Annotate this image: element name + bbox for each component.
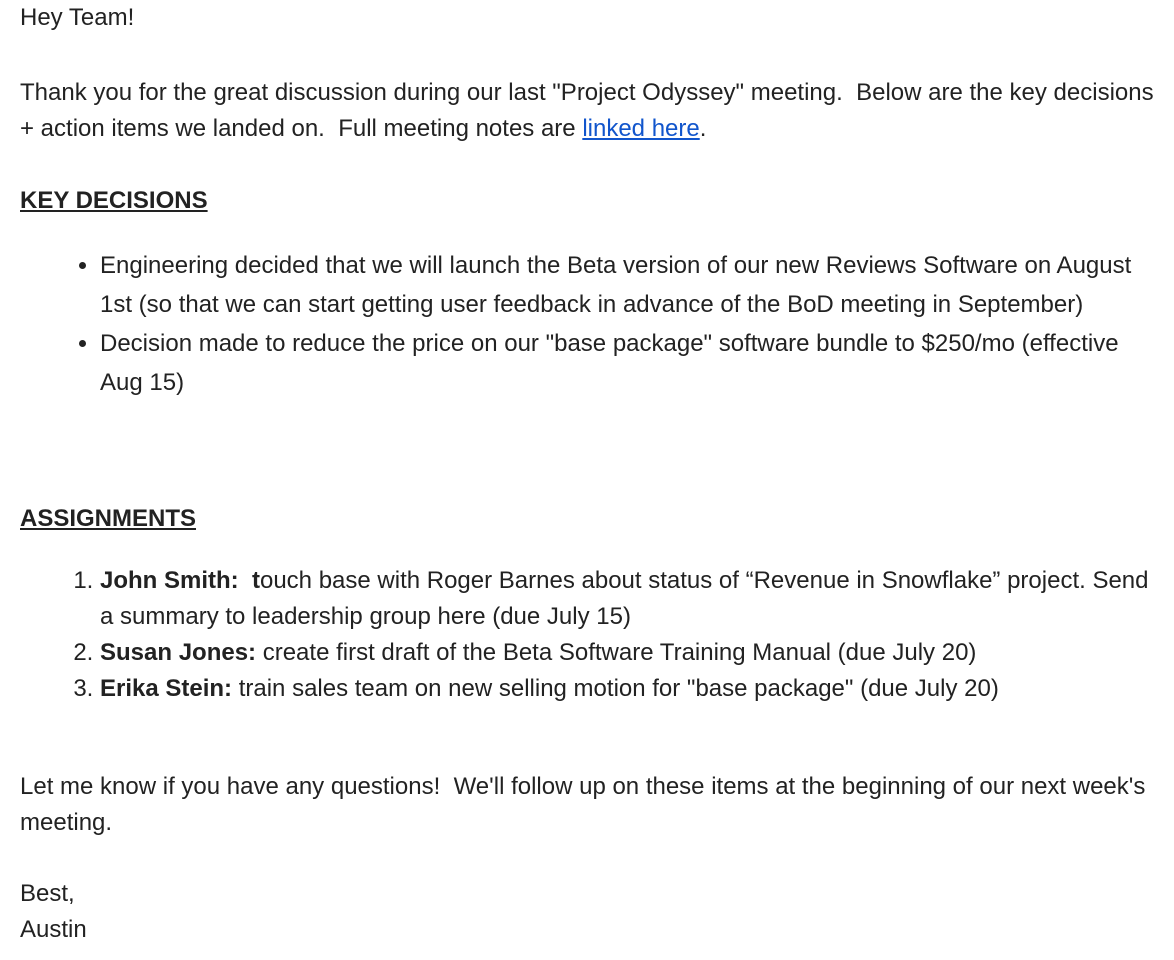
assignee-name: Susan Jones: bbox=[100, 639, 257, 666]
greeting: Hey Team! bbox=[20, 4, 135, 31]
assignment-item bbox=[100, 671, 1150, 707]
assignment-item bbox=[100, 635, 1150, 671]
assignee-name: Erika Stein: bbox=[100, 675, 233, 702]
signoff-block bbox=[20, 876, 87, 948]
decision-item: • Engineering decided that we will launch the Beta version of our new Reviews Software on August 1st (so that we can start getting user feedback in advance of the BoD meeting in September) bbox=[100, 246, 1150, 324]
assignment-task: ouch base with Roger Barnes about status of “Revenue in Snowflake” project. Send a summary to leadership group here (due July 15) bbox=[100, 567, 1149, 630]
assignment-task: create first draft of the Beta Software Training Manual (due July 20) bbox=[256, 639, 977, 666]
meeting-notes-link[interactable]: linked here bbox=[582, 115, 700, 142]
signature: Austin bbox=[20, 916, 87, 943]
intro-after-link: . bbox=[699, 115, 707, 142]
assignment-task: train sales team on new selling motion for "base package" (due July 20) bbox=[232, 675, 999, 702]
decision-item: • Decision made to reduce the price on our "base package" software bundle to $250/mo (effective Aug 15) bbox=[100, 324, 1150, 402]
closing-paragraph: Let me know if you have any questions! We'll follow up on these items at the beginning of our next week's meeting. bbox=[20, 773, 1146, 836]
key-decisions-list bbox=[20, 246, 1150, 402]
assignments-heading: ASSIGNMENTS bbox=[20, 505, 197, 532]
intro-paragraph bbox=[20, 75, 1170, 147]
key-decisions-heading: KEY DECISIONS bbox=[20, 187, 208, 214]
assignment-item bbox=[100, 563, 1150, 635]
assignee-name: John Smith: t bbox=[100, 567, 260, 594]
signoff: Best, bbox=[20, 880, 75, 907]
intro-text: Thank you for the great discussion during our last "Project Odyssey" meeting. Below are the key decisions + action items we landed on. Full meeting notes are bbox=[20, 79, 1154, 142]
assignments-list bbox=[20, 563, 1150, 707]
